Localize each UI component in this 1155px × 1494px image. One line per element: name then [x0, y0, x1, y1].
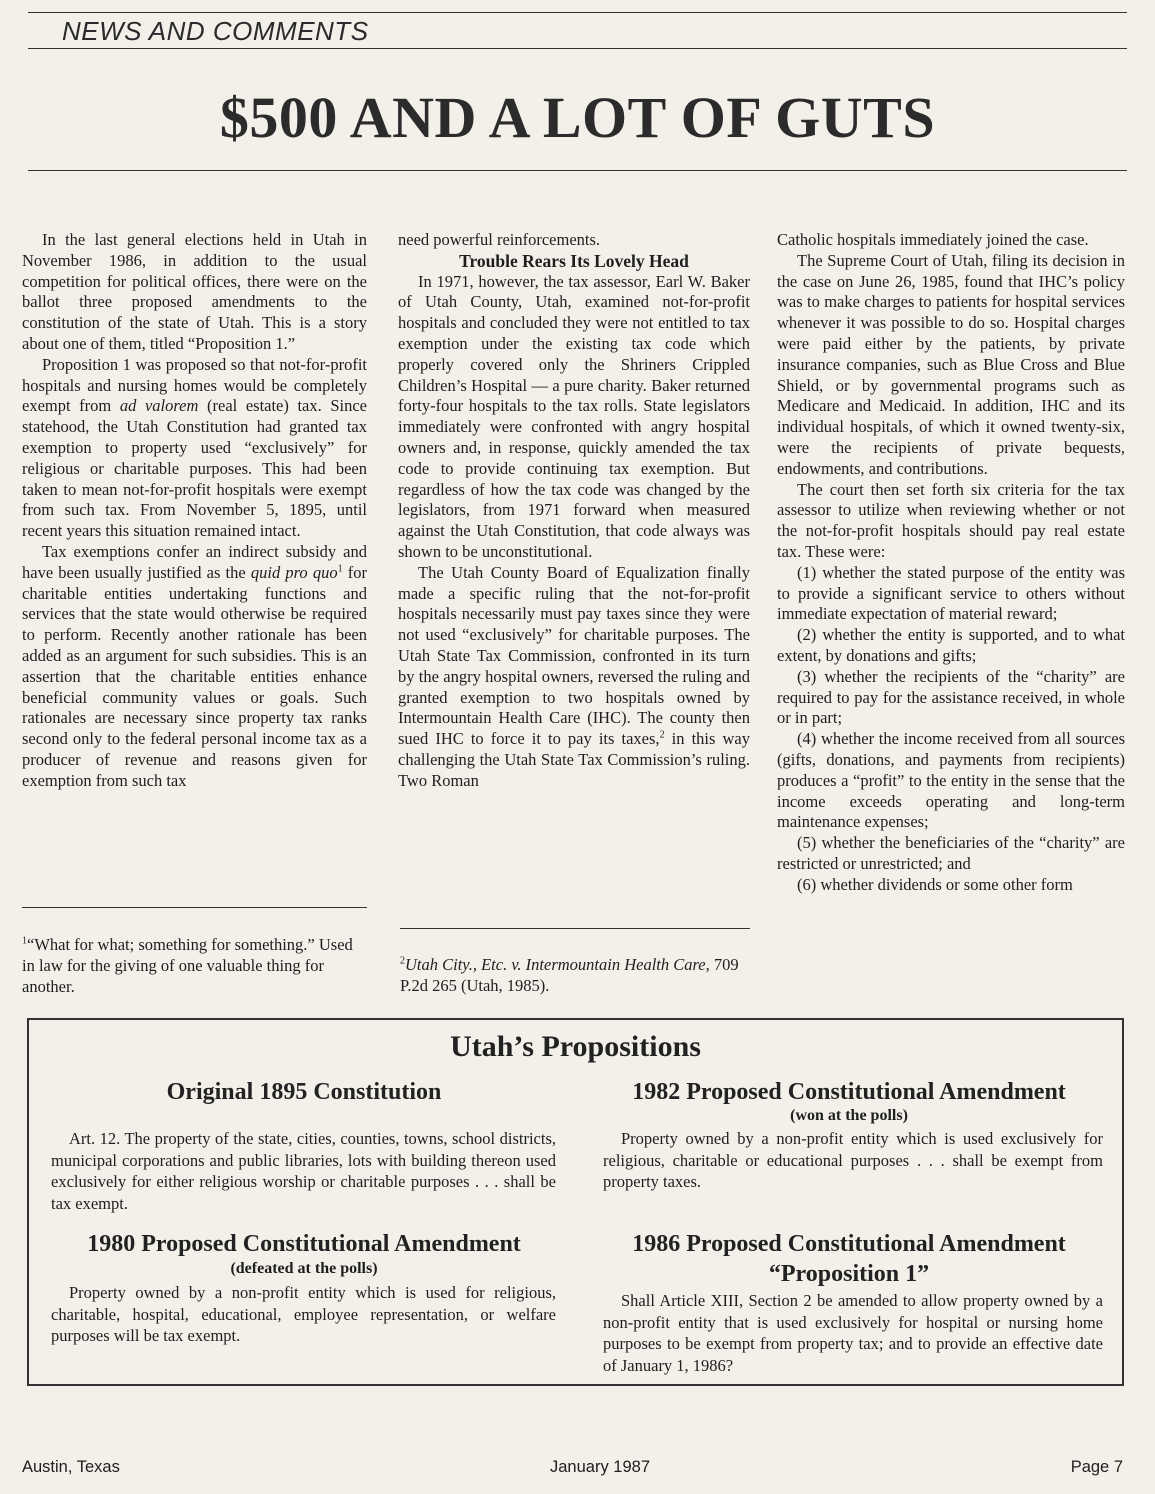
original-constitution-heading: Original 1895 Constitution	[166, 1079, 442, 1105]
footnote-marker: 1	[337, 563, 343, 575]
paragraph: Tax exemptions confer an indirect subsidy and have been usually justified as the quid pro quo$^1$ for charitable entities undertaking functions and services that the state would otherwise be required to perform. Recently another rationale has been added as an argument for such subsidies. This is an assertion that the charitable entities enhance beneficial community values or goals. Such rationales are necessary since property tax ranks second only to the federal personal income tax as a producer of revenue and reasons given for exemption from such tax	[22, 541, 367, 790]
headline: $500 AND A LOT OF GUTS	[219, 85, 936, 150]
column-3	[777, 230, 1125, 896]
paragraph: The Utah County Board of Equalization finally made a specific ruling that the not-for-profit hospitals necessarily must pay taxes since they were not used “exclusively” for charitable purposes. The Utah State Tax Commission, confronted in its turn by the angry hospital owners, reversed the ruling and granted exemption to two hospitals owned by Intermountain Health Care (IHC). The county then sued IHC to force it to pay its taxes,$^2$ in this way challenging the Utah State Tax Commission’s ruling. Two Roman	[398, 562, 750, 790]
footnote-rule	[400, 928, 750, 929]
propositions-box	[27, 1018, 1124, 1386]
column-1	[22, 230, 367, 792]
box-title: Utah’s Propositions	[450, 1030, 701, 1063]
amendment-1980-text: Property owned by a non-profit entity which is used for religious, charitable, hospital, educational, employee representation, or welfare purposes will be tax exempt.	[51, 1283, 556, 1345]
paragraph: need powerful reinforcements.	[398, 230, 601, 249]
amendment-1980-status: (defeated at the polls)	[230, 1260, 378, 1277]
criterion: (4) whether the income received from all sources (gifts, donations, and payments from recipients) produces a “profit” to the entity in the sense that the income exceeds operating and long-term maintenance expenses;	[777, 729, 1125, 832]
footnote-1: $^1$“What for what; something for something.” Used in law for the giving of one valuable thing for another.	[22, 935, 353, 996]
amendment-1982-status: (won at the polls)	[790, 1107, 908, 1124]
original-constitution-text: Art. 12. The property of the state, cities, counties, towns, school districts, municipal corporations and public libraries, lots with building thereon used exclusively for either religious worship or charitable purposes . . . shall be tax exempt.	[51, 1129, 556, 1213]
footnote-marker: 2	[659, 729, 665, 741]
footer-page-number: Page 7	[1070, 1458, 1123, 1476]
criterion: (3) whether the recipients of the “charity” are required to pay for the assistance received, in whole or in part;	[777, 666, 1125, 728]
criterion: (1) whether the stated purpose of the entity was to provide a significant service to others without immediate expectation of material reward;	[777, 562, 1125, 624]
column-2	[398, 230, 750, 792]
subheading: Trouble Rears Its Lovely Head	[459, 250, 689, 271]
criterion: (5) whether the beneficiaries of the “charity” are restricted or unrestricted; and	[777, 833, 1125, 873]
paragraph: Catholic hospitals immediately joined the case.	[777, 230, 1089, 249]
amendment-1986-heading: 1986 Proposed Constitutional Amendment	[632, 1231, 1066, 1257]
footnote-rule	[22, 907, 367, 908]
footer-date: January 1987	[550, 1458, 650, 1476]
section-label: NEWS AND COMMENTS	[62, 16, 369, 46]
section-rule	[28, 48, 1127, 49]
footer-location: Austin, Texas	[22, 1458, 120, 1476]
amendment-1982-heading: 1982 Proposed Constitutional Amendment	[632, 1079, 1066, 1105]
top-rule	[28, 12, 1127, 13]
amendment-1982-text: Property owned by a non-profit entity which is used exclusively for religious, charitable or educational purposes . . . shall be exempt from property taxes.	[603, 1129, 1103, 1191]
paragraph: The Supreme Court of Utah, filing its decision in the case on June 26, 1985, found that IHC’s policy was to make charges to patients for hospital services whenever it was possible to do so. Hospital charges were paid either by the patients, by private insurance companies, such as Blue Cross and Blue Shield, or by governmental programs such as Medicare and Medicaid. In addition, IHC and its individual hospitals, of which it owned twenty-six, were the recipients of private bequests, endowments, and contributions.	[777, 250, 1125, 478]
paragraph: In 1971, however, the tax assessor, Earl W. Baker of Utah County, Utah, examined not-for-profit hospitals and concluded they were not entitled to tax exemption under the existing tax code which properly covered only the Shriners Crippled Children’s Hospital — a pure charity. Baker returned forty-four hospitals to the tax rolls. State legislators immediately were confronted with angry hospital owners and, in response, quickly amended the tax code to provide continuing tax exemption. But regardless of how the tax code was changed by the legislators, from 1971 forward when measured against the Utah Constitution, that code always was shown to be unconstitutional.	[398, 271, 750, 561]
headline-rule	[28, 170, 1127, 171]
paragraph: Proposition 1 was proposed so that not-for-profit hospitals and nursing homes would be completely exempt from ad valorem (real estate) tax. Since statehood, the Utah Constitution had granted tax exemption to property used “exclusively” for religious or charitable purposes. This had been taken to mean not-for-profit hospitals were exempt from such tax. From November 5, 1895, until recent years this situation remained intact.	[22, 354, 368, 541]
footnote-2: $^2$Utah City., Etc. v. Intermountain Health Care, 709 P.2d 265 (Utah, 1985).	[400, 955, 739, 995]
amendment-1986-subtitle: “Proposition 1”	[768, 1261, 930, 1287]
amendment-1986-text: Shall Article XIII, Section 2 be amended to allow property owned by a non-profit entity that is used exclusively for hospital or nursing home purposes to be exempt from property tax; and to provide an effective date of January 1, 1986?	[603, 1291, 1103, 1375]
paragraph: The court then set forth six criteria for the tax assessor to utilize when reviewing whether or not the not-for-profit hospitals should pay real estate tax. These were:	[777, 479, 1125, 561]
paragraph: In the last general elections held in Utah in November 1986, in addition to the usual competition for political offices, there were on the ballot three proposed amendments to the constitution of the state of Utah. This is a story about one of them, titled “Proposition 1.”	[22, 230, 367, 353]
criterion: (6) whether dividends or some other form	[797, 874, 1073, 894]
amendment-1980-heading: 1980 Proposed Constitutional Amendment	[87, 1231, 521, 1257]
criterion: (2) whether the entity is supported, and to what extent, by donations and gifts;	[777, 625, 1125, 665]
